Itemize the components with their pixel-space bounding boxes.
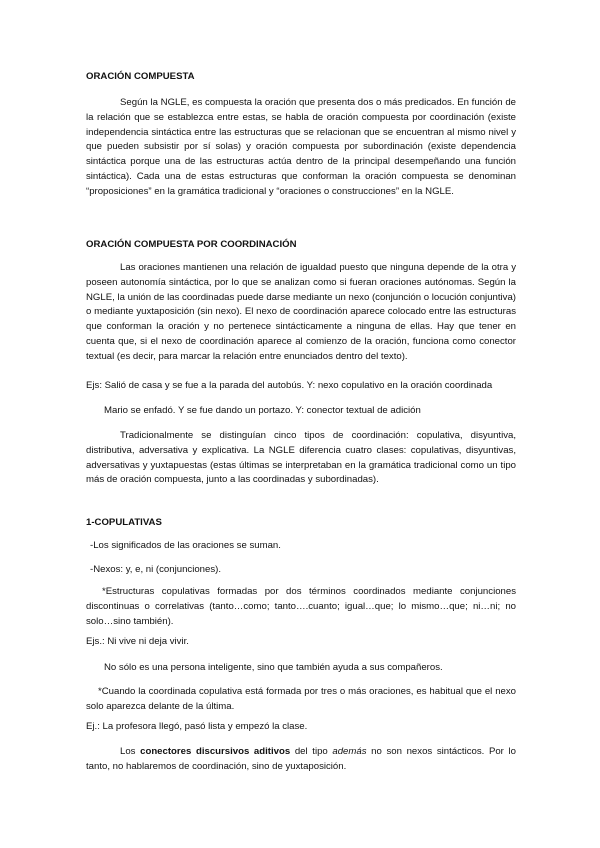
copulativas-note-2: *Cuando la coordinada copulativa está formada por tres o más oraciones, es habitual que el nexo solo aparezca delante de la última. (86, 686, 516, 712)
copulativas-example-2: No sólo es una persona inteligente, sino que también ayuda a sus compañeros. (104, 662, 443, 673)
italic-term: además (332, 746, 367, 757)
copulativas-example-1: Ejs.: Ni vive ni deja vivir. (86, 636, 189, 647)
paragraph-tipos: Tradicionalmente se distinguían cinco tipos de coordinación: copulativa, disyuntiva, distributiva, adversativa y explicativa. La NGLE diferencia cuatro clases: copulativas, disyuntivas, adversativas y yuxtapuestas (estas últimas se interpretaban en la gramática tradicional como un tipo más de oración compuesta, junto a las coordinadas y subordinadas). (86, 430, 516, 486)
copulativas-line-1: -Los significados de las oraciones se suman. (90, 540, 281, 551)
example-line-1: Ejs: Salió de casa y se fue a la parada del autobús. Y: nexo copulativo en la oración coordinada (86, 380, 493, 391)
paragraph-compuesta: Según la NGLE, es compuesta la oración que presenta dos o más predicados. En función de la relación que se establezca entre estas, se habla de oración compuesta por coordinación (existe independencia sintáctica entre las estructuras que se relacionan que se encuentran al mismo nivel y que pueden subsistir por sí solas) y oración compuesta por subordinación (existe dependencia sintáctica porque una de las estructuras actúa dentro de la principal desempeñando una función sintáctica). Cada una de estas estructuras que conforman la oración compuesta se denominan “proposiciones” en la gramática tradicional y “oraciones o construcciones” en la NGLE. (86, 97, 516, 197)
heading-oracion-compuesta: ORACIÓN COMPUESTA (86, 71, 195, 82)
bold-term: conectores discursivos aditivos (140, 746, 291, 757)
copulativas-note-1: *Estructuras copulativas formadas por dos términos coordinados mediante conjunciones discontinuas o correlativas (tanto…como; tanto….cuanto; igual…que; lo mismo…que; ni…ni; no solo…sino también). (86, 586, 516, 627)
heading-coordinacion: ORACIÓN COMPUESTA POR COORDINACIÓN (86, 239, 297, 250)
paragraph-coordinacion: Las oraciones mantienen una relación de igualdad puesto que ninguna depende de la otra y poseen autonomía sintáctica, por lo que se analizan como si fueran oraciones autónomas. Según la NGLE, la unión de las coordinadas puede darse mediante un nexo (conjunción o locución conjuntiva) o mediante yuxtaposición (sin nexo). El nexo de coordinación aparece colocado entre las estructuras que conforman la oración y no pertenece sintácticamente a ninguna de ellas. Hay que tener en cuenta que, si el nexo de coordinación aparece al comienzo de la oración, funciona como conector textual (es decir, para marcar la relación entre enunciados dentro del texto). (86, 262, 516, 362)
copulativas-example-3: Ej.: La profesora llegó, pasó lista y empezó la clase. (86, 721, 308, 732)
heading-copulativas: 1-COPULATIVAS (86, 517, 162, 528)
paragraph-conectores: Los conectores discursivos aditivos del tipo además no son nexos sintácticos. Por lo tanto, no hablaremos de coordinación, sino de yuxtaposición. (86, 746, 516, 772)
copulativas-line-2: -Nexos: y, e, ni (conjunciones). (90, 564, 221, 575)
example-line-2: Mario se enfadó. Y se fue dando un portazo. Y: conector textual de adición (104, 405, 421, 416)
